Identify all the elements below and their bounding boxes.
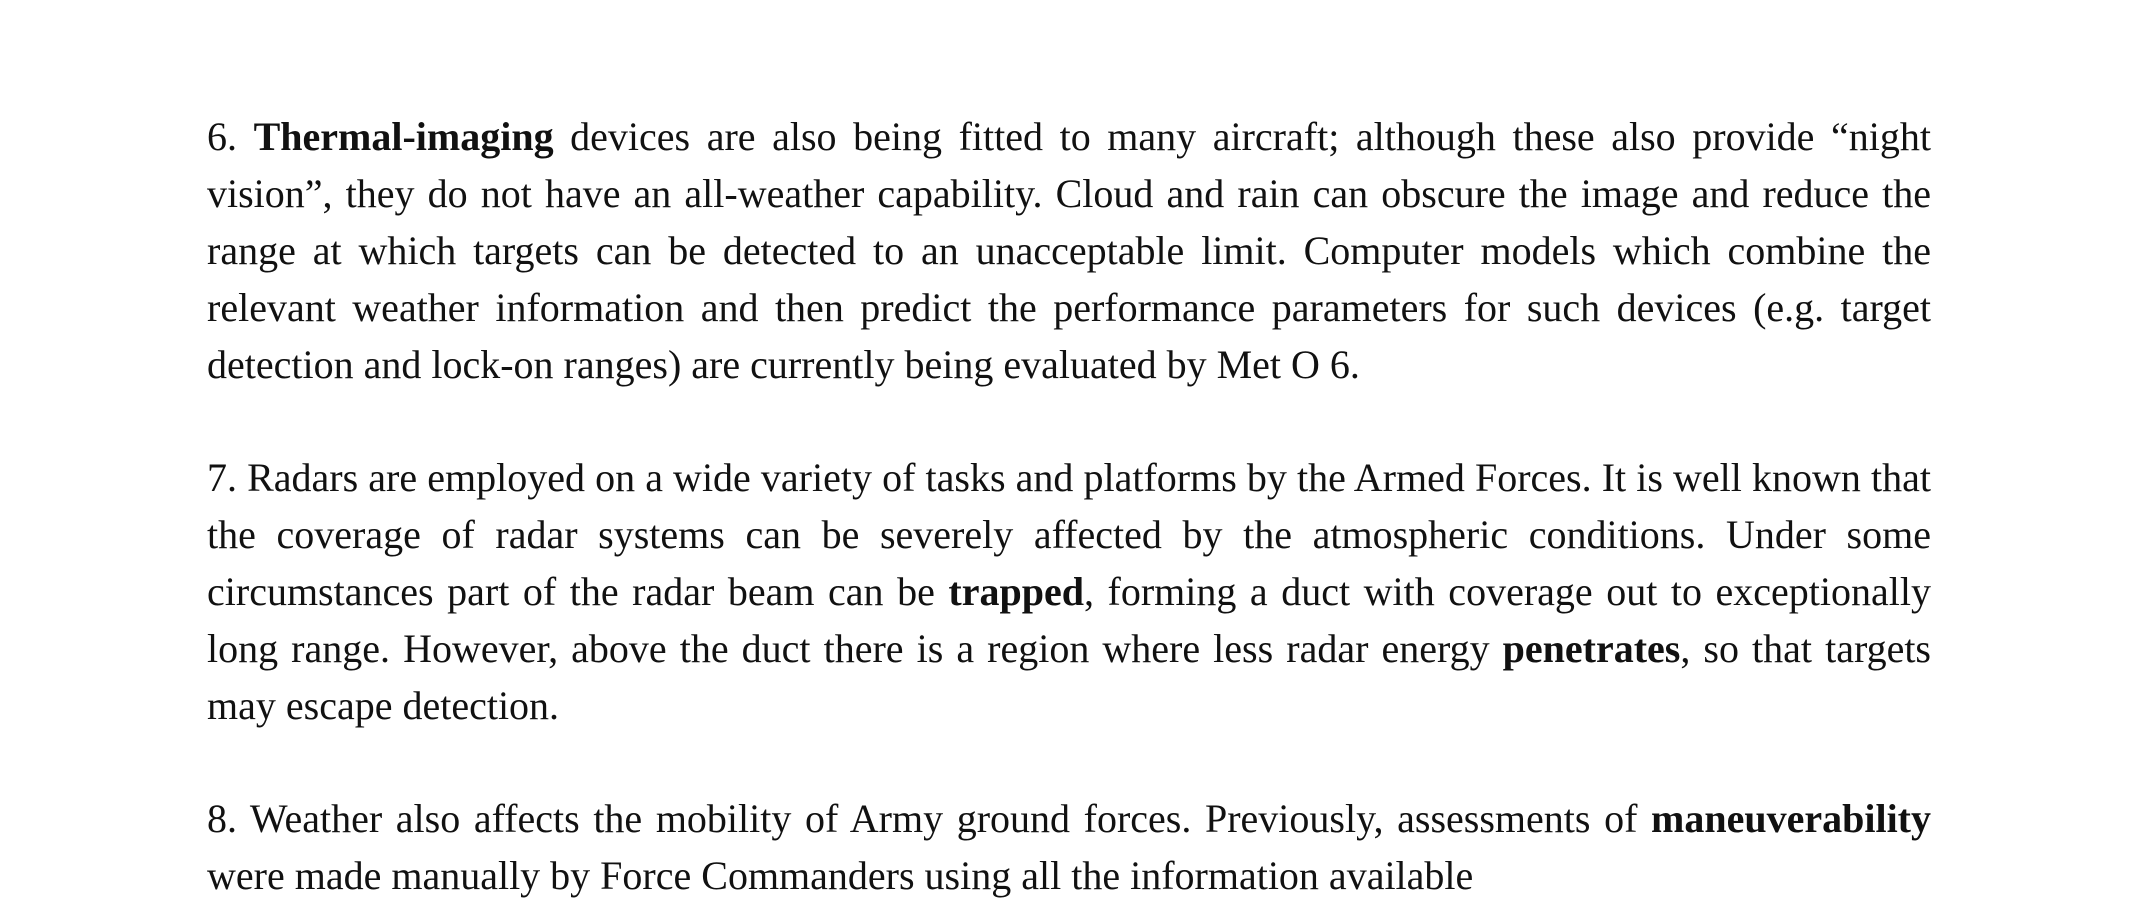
text-run: 8. Weather also affects the mobility of Army ground forces. Previously, assessments of (207, 796, 1652, 841)
text-run: , so that targets may escape detection. (207, 626, 1932, 728)
paragraph-6 (207, 108, 1931, 393)
text-run: 7. Radars are employed on a wide variety of tasks and platforms by the Armed Forces. It is well known that the coverage of radar systems can be severely affected by the atmospheric conditions. Under some circumstances part of the radar beam can be (207, 455, 1931, 614)
bold-term-penetrates: penetrates (1502, 626, 1681, 671)
paragraph-7 (207, 449, 1931, 734)
bold-term-trapped: trapped (948, 569, 1084, 614)
text-run: devices are also being fitted to many aircraft; although these also provide “night vision”, they do not have an all-weather capability. Cloud and rain can obscure the image and reduce the range at which targets can be detected to an unacceptable limit. Computer models which combine the relevant weather information and then predict the performance parameters for such devices (e.g. target detection and lock-on ranges) are currently being evaluated by Met O 6. (207, 114, 1932, 387)
bold-term-maneuverability: maneuverability (1651, 796, 1931, 841)
text-run: 6. (207, 114, 254, 159)
text-run: , forming a duct with coverage out to exceptionally long range. However, above the duct there is a region where less radar energy (207, 569, 1931, 671)
bold-term-thermal-imaging: Thermal-imaging (253, 114, 554, 159)
paragraph-8 (207, 790, 1931, 900)
text-run: were made manually by Force Commanders using all the information available (207, 853, 1474, 898)
